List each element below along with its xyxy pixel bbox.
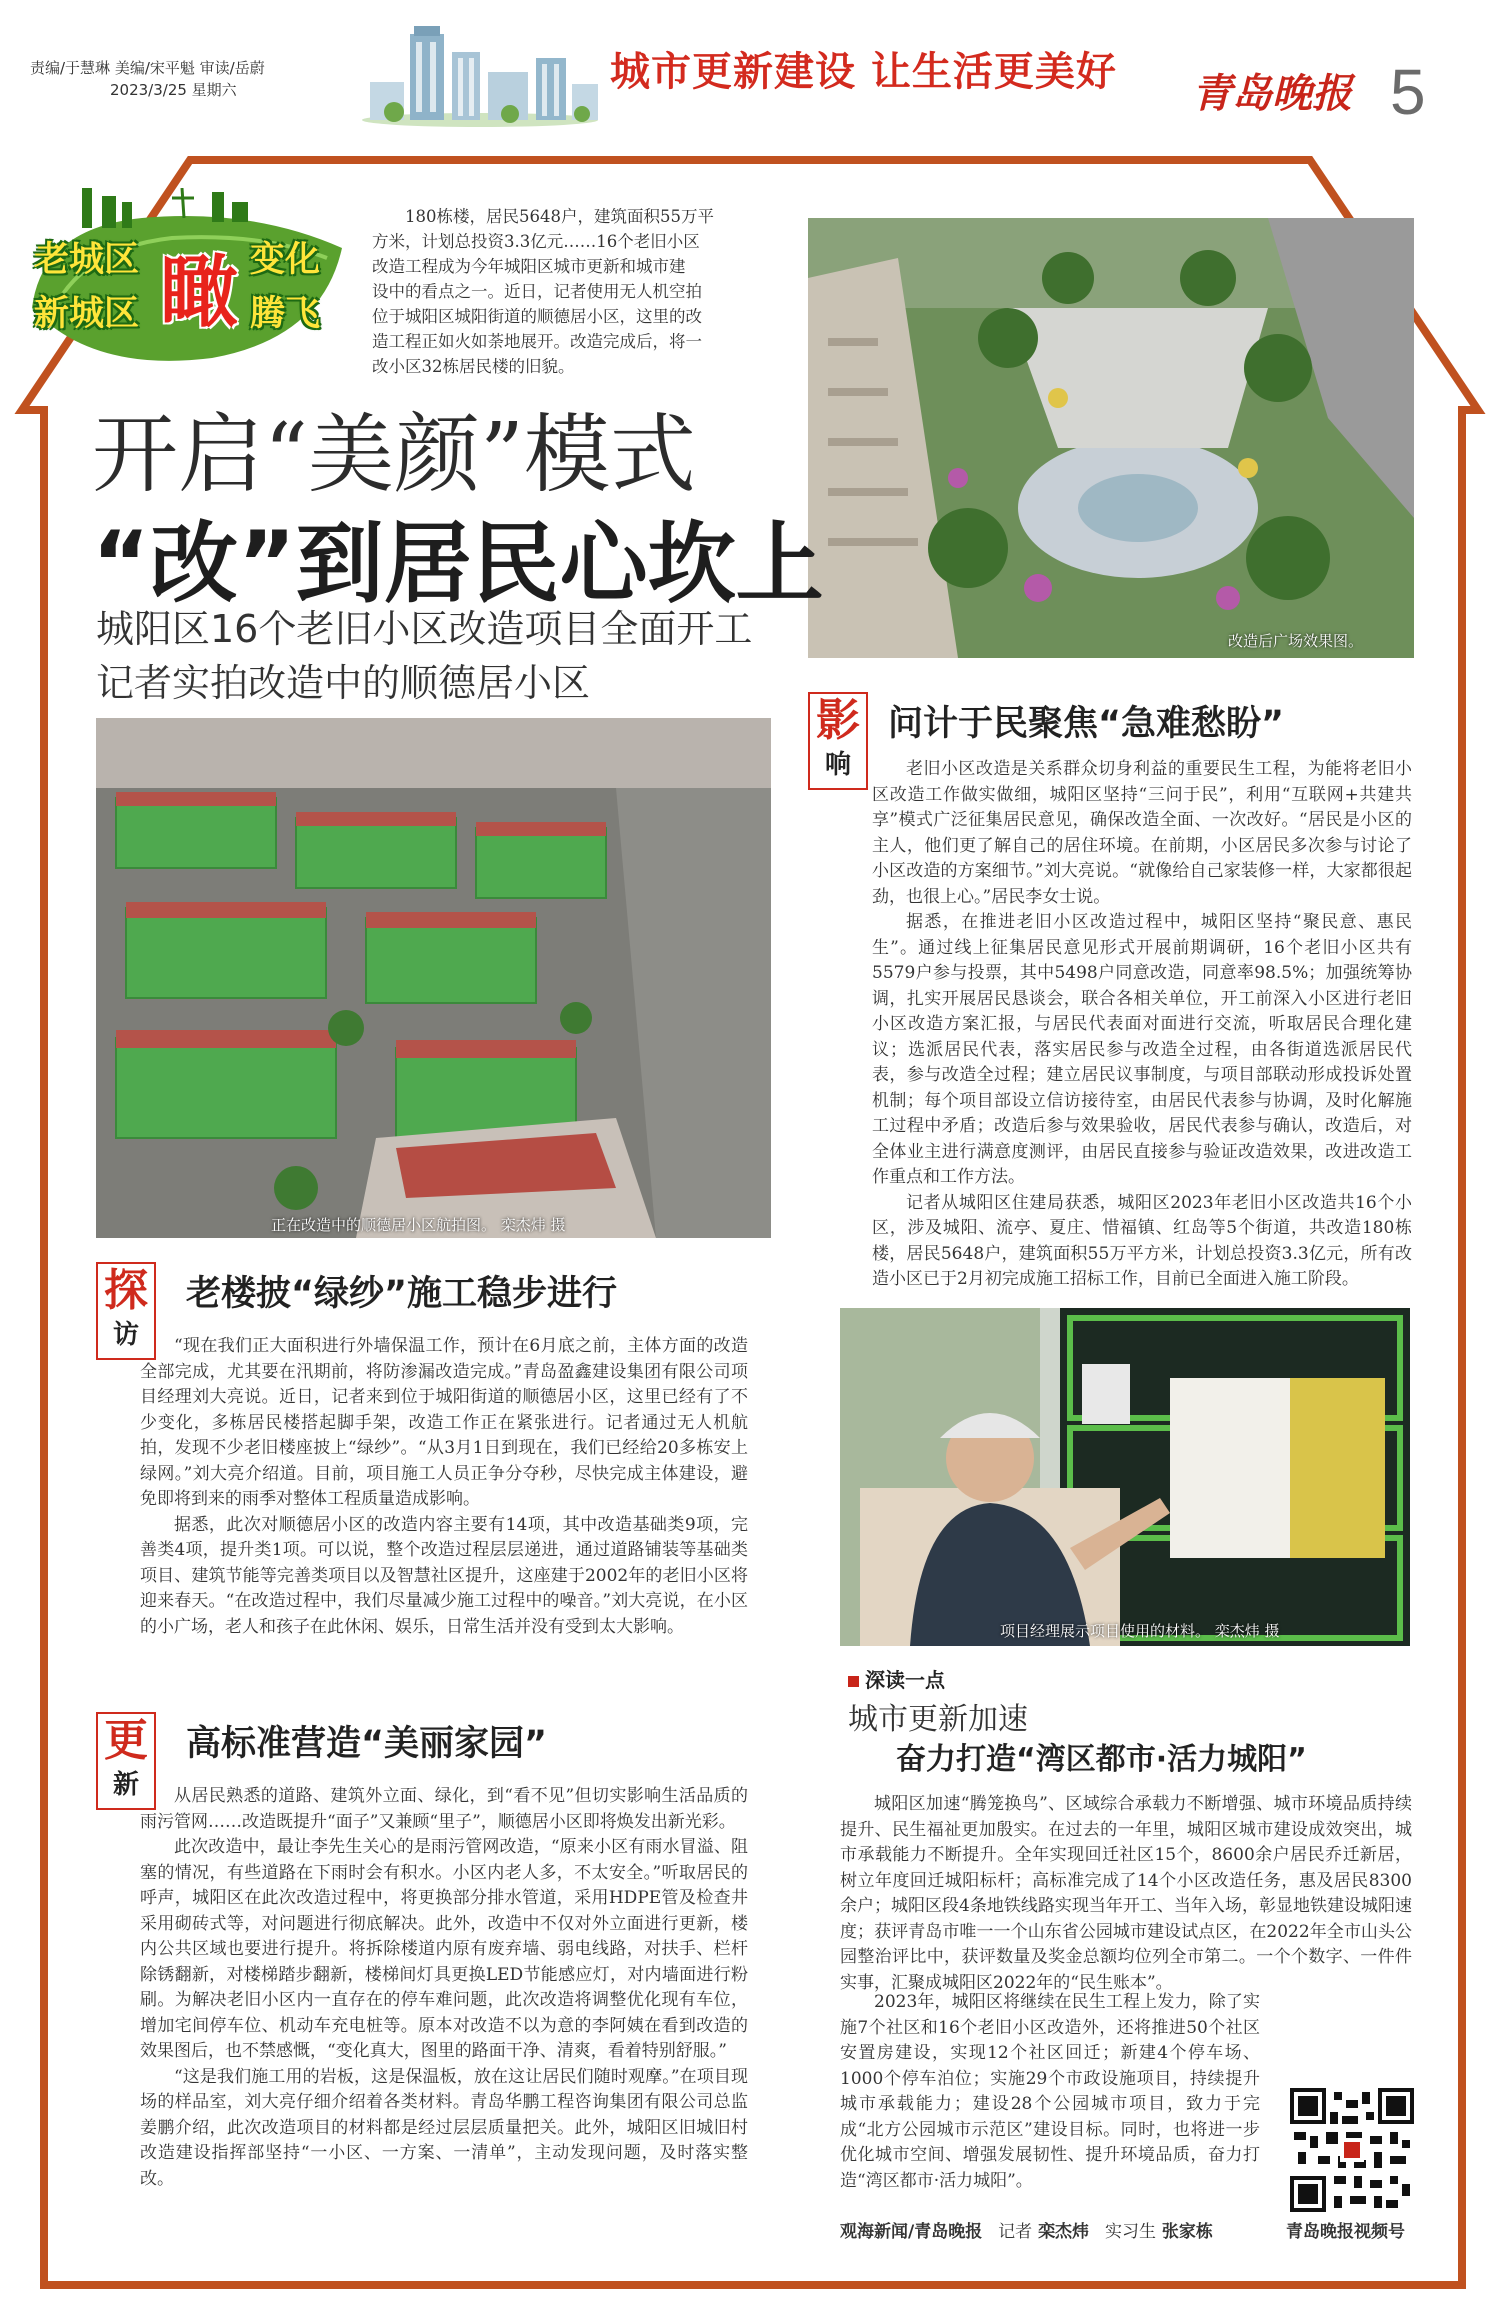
badge-new-city: 新城区: [34, 293, 140, 334]
intro-line: 改造工程成为今年城阳区城市更新和城市建: [372, 257, 686, 276]
newspaper-masthead: 青岛晚报: [1192, 70, 1352, 117]
paragraph: 此次改造中，最让李先生关心的是雨污管网改造，“原来小区有雨水冒溢、阻塞的情况，有些道路在下雨时会有积水。小区内老人多，不太安全。”听取居民的呼声，城阳区在此次改造过程中，将更换部分排水管道，采用HDPE管及检查井采用砌砖式等，对问题进行彻底解决。此外，改造中不仅对外立面进行更新，楼内公共区域也要进行提升。将拆除楼道内原有废弃墙、弱电线路，对扶手、栏杆除锈翻新，对楼梯踏步翻新，楼梯间灯具更换LED节能感应灯，对内墙面进行粉刷。为解决老旧小区内一直存在的停车难问题，此次改造将调整优化现有车位，增加宅间停车位、机动车充电桩等。原本对改造不以为意的李阿姨在看到改造的效果图后，也不禁感慨，“变化真大，图里的路面干净、清爽，看着特别舒服。”: [140, 1837, 748, 2061]
byline-source: 观海新闻/青岛晚报: [840, 2222, 983, 2242]
editors-line: 责编/于慧琳 美编/宋平魁 审读/岳蔚: [30, 59, 265, 77]
byline-intern-label: 实习生: [1104, 2222, 1156, 2242]
intro-line: 位于城阳区城阳街道的顺德居小区，这里的改: [372, 307, 702, 326]
paragraph: 记者从城阳区住建局获悉，城阳区2023年老旧小区改造共16个小区，涉及城阳、流亭、夏庄、惜福镇、红岛等5个街道，共改造180栋楼，居民5648户，建筑面积55万平方米，计划总投资3.3亿元，所有改造小区已于2月初完成施工招标工作，目前已全面进入施工阶段。: [872, 1192, 1412, 1289]
paragraph: 老旧小区改造是关系群众切身利益的重要民生工程，为能将老旧小区改造工作做实做细，城阳区坚持“三问于民”，利用“互联网+共建共享”模式广泛征集居民意见，确保改造全面、一次改好。“居民是小区的主人，他们更了解自己的居住环境。在前期，小区居民多次参与讨论了小区改造的方案细节。”刘大亮说。“就像给自己家装修一样，大家都很起劲，也很上心。”居民李女士说。: [872, 759, 1412, 907]
subtitle-2: 记者实拍改造中的顺德居小区: [96, 661, 591, 705]
badge-center-char: 瞰: [160, 247, 239, 338]
intro-line: 180栋楼，居民5648户，建筑面积55万平: [405, 207, 714, 226]
badge-old-city: 老城区: [34, 239, 140, 280]
tag-influence-small: 响: [824, 750, 851, 780]
renew-title: 高标准营造“美丽家园”: [186, 1724, 548, 1764]
headline-secondary: “改”到居民心坎上: [92, 512, 824, 615]
paragraph: 城阳区加速“腾笼换鸟”、区域综合承载力不断增强、城市环境品质持续提升、民生福祉更加殷实。在过去的一年里，城阳区城市建设成效突出，城市承载能力不断提升。全年实现回迁社区15个，8600余户居民乔迁新居，树立年度回迁城阳标杆；高标准完成了14个小区改造任务，惠及居民8300余户；城阳区段4条地铁线路实现当年开工、当年入场，彰显地铁建设城阳速度；获评青岛市唯一一个山东省公园城市建设试点区，在2022年全市山头公园整治评比中，获评数量及奖金总额均位列全市第二。一个个数字、一件件实事，汇聚成城阳区2022年的“民生账本”。: [840, 1794, 1412, 1993]
materials-display-image: [840, 1308, 1410, 1646]
plaza-rendering-photo: [808, 218, 1414, 658]
paragraph: “这是我们施工用的岩板，这是保温板，放在这让居民们随时观摩。”在项目现场的样品室，刘大亮仔细介绍着各类材料。青岛华鹏工程咨询集团有限公司总监姜鹏介绍，此次改造项目的材料都是经过层层质量把关。此外，城阳区旧城旧村改造建设指挥部坚持“一小区、一方案、一清单”，主动发现问题，及时落实整改。: [140, 2066, 748, 2189]
intro-paragraph: [372, 204, 768, 379]
visit-body: [140, 1334, 748, 1640]
paragraph: “现在我们正大面积进行外墙保温工作，预计在6月底之前，主体方面的改造全部完成，尤其要在汛期前，将防渗漏改造完成。”青岛盈鑫建设集团有限公司项目经理刘大亮说。近日，记者来到位于城阳街道的顺德居小区，这里已经有了不少变化，多栋居民楼搭起脚手架，改造工作正在紧张进行。记者通过无人机航拍，发现不少老旧楼座披上“绿纱”。“从3月1日到现在，我们已经给20多栋安上绿网。”刘大亮介绍道。目前，项目施工人员正争分夺秒，尽快完成主体建设，避免即将到来的雨季对整体工程质量造成影响。: [140, 1336, 748, 1509]
paragraph: 2023年，城阳区将继续在民生工程上发力，除了实施7个社区和16个老旧小区改造外，还将推进50个社区安置房建设，实现12个社区回迁；新建4个停车场、1000个停车泊位；实施29个市政设施项目，持续提升城市承载能力；建设28个公园城市项目，致力于完成“北方公园城市示范区”建设目标。同时，也将进一步优化城市空间、增强发展韧性、提升环境品质，奋力打造“湾区都市·活力城阳”。: [840, 1992, 1260, 2191]
aerial-caption: 正在改造中的顺德居小区航拍图。 栾杰炜 摄: [271, 1216, 566, 1234]
deep-read-body-bottom: [840, 1990, 1260, 2194]
deep-read-label: 深读一点: [848, 1664, 945, 1693]
paragraph: 据悉，此次对顺德居小区的改造内容主要有14项，其中改造基础类9项，完善类4项，提升类1项。可以说，整个改造过程层层递进，通过道路铺装等基础类项目、建筑节能等完善类项目以及智慧社区提升，这座建于2002年的老旧小区将迎来春天。“在改造过程中，我们尽量减少施工过程中的噪音。”刘大亮说，在小区的小广场，老人和孩子在此休闲、娱乐，日常生活并没有受到太大影响。: [140, 1514, 748, 1637]
materials-caption: 项目经理展示项目使用的材料。 栾杰炜 摄: [1000, 1622, 1280, 1640]
paragraph: 据悉，在推进老旧小区改造过程中，城阳区坚持“聚民意、惠民生”。通过线上征集居民意见形式开展前期调研，16个老旧小区共有5579户参与投票，其中5498户同意改造，同意率98.5%；加强统筹协调，扎实开展居民恳谈会，联合各相关单位，开工前深入小区进行老旧小区改造方案汇报，与居民代表面对面进行交流，听取居民合理化建议；选派居民代表，落实居民参与改造全过程，由各街道选派居民代表，参与改造全过程；建立居民议事制度，与项目部联动形成投诉处置机制；每个项目部设立信访接待室，由居民代表参与协调，及时化解施工过程中矛盾；改造后参与效果验收，居民代表参与确认，改造后，对全体业主进行满意度测评，由居民直接参与验证改造效果，改进改造工作重点和工作方法。: [872, 912, 1412, 1187]
page-number: 5: [1390, 56, 1426, 128]
headline-primary: 开启“美颜”模式: [92, 405, 696, 505]
subtitle-1: 城阳区16个老旧小区改造项目全面开工: [96, 607, 753, 651]
tag-renew-small: 新: [112, 1770, 139, 1800]
intro-line: 方米，计划总投资3.3亿元……16个老旧小区: [372, 232, 700, 251]
visit-title: 老楼披“绿纱”施工稳步进行: [186, 1274, 618, 1314]
intro-line: 设中的看点之一。近日，记者使用无人机空拍: [372, 282, 702, 301]
issue-date: 2023/3/25 星期六: [110, 81, 237, 99]
byline-reporter-label: 记者: [998, 2222, 1033, 2242]
tag-visit-big: 探: [104, 1265, 148, 1316]
byline: [840, 2217, 1213, 2242]
plaza-rendering-image: [808, 218, 1414, 658]
tag-visit-small: 访: [112, 1320, 139, 1350]
banner-slogan: 城市更新建设 让生活更美好: [610, 49, 1117, 95]
byline-intern: 张家栋: [1161, 2222, 1213, 2242]
tag-influence-big: 影: [816, 695, 860, 746]
deep-read-body-top: [840, 1792, 1412, 1996]
badge-soar: 腾飞: [250, 293, 321, 334]
paragraph: 从居民熟悉的道路、建筑外立面、绿化，到“看不见”但切实影响生活品质的雨污管网……改造既提升“面子”又兼顾“里子”，顺德居小区即将焕发出新光彩。: [140, 1786, 748, 1832]
influence-title: 问计于民聚焦“急难愁盼”: [888, 704, 1285, 744]
intro-line: 改小区32栋居民楼的旧貌。: [372, 357, 575, 376]
qr-caption: 青岛晚报视频号: [1286, 2222, 1405, 2242]
rendering-caption: 改造后广场效果图。: [1228, 632, 1364, 650]
deep-read-title: 奋力打造“湾区都市·活力城阳”: [896, 1742, 1307, 1777]
city-buildings-illustration: [360, 22, 605, 127]
qr-code-icon[interactable]: [1290, 2088, 1414, 2212]
byline-reporter: 栾杰炜: [1038, 2222, 1090, 2242]
intro-line: 造工程正如火如荼地展开。改造完成后，将一: [372, 332, 702, 351]
editor-credits: [30, 58, 265, 100]
overview-badge: [22, 168, 352, 368]
influence-body: [872, 757, 1412, 1293]
section-tag-influence: [808, 692, 868, 790]
deep-read-subtitle: 城市更新加速: [848, 1702, 1028, 1737]
tag-renew-big: 更: [104, 1715, 148, 1766]
aerial-construction-image: [96, 718, 771, 1238]
renew-body: [140, 1784, 748, 2192]
materials-display-photo: [840, 1308, 1410, 1646]
aerial-construction-photo: [96, 718, 771, 1238]
badge-change: 变化: [250, 239, 321, 280]
